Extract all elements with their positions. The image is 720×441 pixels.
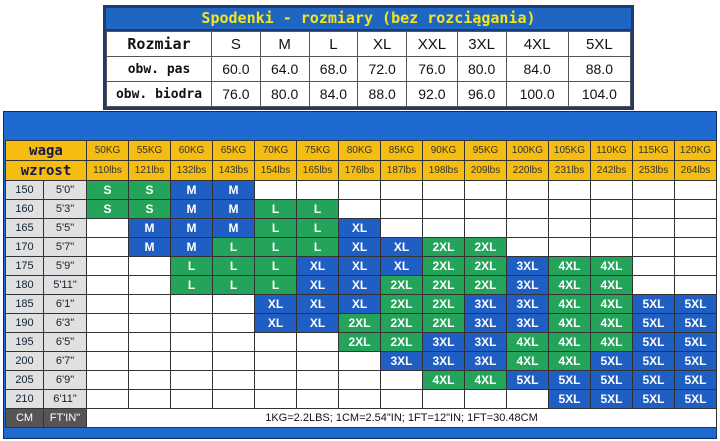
empty-cell	[675, 238, 717, 257]
empty-cell	[507, 390, 549, 409]
empty-cell	[423, 200, 465, 219]
weight-kg-cell: 70KG	[255, 141, 297, 161]
empty-cell	[129, 257, 171, 276]
size-cell: XL	[297, 295, 339, 314]
empty-cell	[213, 333, 255, 352]
empty-cell	[171, 333, 213, 352]
empty-cell	[633, 219, 675, 238]
size-cell: 4XL	[591, 257, 633, 276]
size-cell: L	[297, 238, 339, 257]
empty-cell	[171, 371, 213, 390]
empty-cell	[87, 276, 129, 295]
size-cell: 5XL	[675, 371, 717, 390]
weight-kg-cell: 105KG	[549, 141, 591, 161]
weight-lbs-row	[6, 161, 717, 181]
chart-footer-row	[6, 409, 717, 428]
size-cell: L	[255, 200, 297, 219]
size-cell: 2XL	[465, 257, 507, 276]
measurement-value: 104.0	[568, 82, 630, 107]
height-row	[6, 371, 717, 390]
height-row	[6, 257, 717, 276]
empty-cell	[87, 238, 129, 257]
size-cell: L	[213, 276, 255, 295]
empty-cell	[507, 238, 549, 257]
measurement-value: 84.0	[309, 82, 358, 107]
empty-cell	[675, 200, 717, 219]
size-cell: L	[255, 257, 297, 276]
empty-cell	[591, 181, 633, 200]
height-row	[6, 314, 717, 333]
size-cell: 3XL	[465, 295, 507, 314]
height-cm-cell: 160	[6, 200, 44, 219]
size-cell: 3XL	[381, 352, 423, 371]
size-cell: XL	[255, 295, 297, 314]
size-cell: 4XL	[549, 295, 591, 314]
size-cell: 3XL	[465, 333, 507, 352]
size-chart-panel	[3, 111, 717, 439]
size-cell: 5XL	[675, 352, 717, 371]
size-cell: L	[297, 200, 339, 219]
measurement-value: 68.0	[309, 57, 358, 82]
size-cell: 2XL	[423, 276, 465, 295]
height-ft-cell: 6'7"	[44, 352, 87, 371]
empty-cell	[297, 181, 339, 200]
size-cell: XL	[339, 276, 381, 295]
height-ft-cell: 5'0"	[44, 181, 87, 200]
weight-kg-cell: 115KG	[633, 141, 675, 161]
height-cm-cell: 185	[6, 295, 44, 314]
empty-cell	[339, 352, 381, 371]
empty-cell	[213, 314, 255, 333]
size-cell: 2XL	[465, 238, 507, 257]
measurement-label: obw. pas	[107, 57, 212, 82]
weight-lbs-cell: 165lbs	[297, 161, 339, 181]
size-cell: 5XL	[633, 371, 675, 390]
size-cell: M	[213, 200, 255, 219]
measurement-row	[107, 82, 631, 107]
empty-cell	[297, 352, 339, 371]
empty-cell	[129, 371, 171, 390]
size-cell: 2XL	[381, 276, 423, 295]
size-cell: 5XL	[549, 390, 591, 409]
size-cell: M	[171, 181, 213, 200]
size-cell: XL	[297, 257, 339, 276]
size-cell: M	[129, 238, 171, 257]
empty-cell	[129, 333, 171, 352]
size-cell: M	[213, 181, 255, 200]
size-cell: XL	[255, 314, 297, 333]
size-cell: S	[129, 200, 171, 219]
size-cell: 2XL	[423, 257, 465, 276]
empty-cell	[549, 219, 591, 238]
measurement-value: 84.0	[506, 57, 568, 82]
empty-cell	[255, 390, 297, 409]
size-cell: 4XL	[549, 257, 591, 276]
empty-cell	[675, 181, 717, 200]
height-row	[6, 238, 717, 257]
weight-height-size-chart	[5, 140, 717, 428]
size-cell: M	[171, 200, 213, 219]
size-cell: 5XL	[549, 371, 591, 390]
empty-cell	[213, 295, 255, 314]
empty-cell	[255, 181, 297, 200]
size-cell: 4XL	[549, 333, 591, 352]
measurement-value: 72.0	[358, 57, 407, 82]
size-cell: L	[297, 219, 339, 238]
size-cell: 5XL	[591, 371, 633, 390]
size-header-cell: S	[212, 32, 261, 57]
size-cell: 5XL	[675, 295, 717, 314]
size-cell: 4XL	[591, 314, 633, 333]
footer-cm-label: CM	[6, 409, 44, 428]
height-ft-cell: 6'5"	[44, 333, 87, 352]
empty-cell	[339, 181, 381, 200]
size-cell: L	[171, 257, 213, 276]
weight-kg-row	[6, 141, 717, 161]
measurement-value: 92.0	[407, 82, 458, 107]
size-cell: M	[171, 219, 213, 238]
empty-cell	[507, 200, 549, 219]
size-header-cell: XXL	[407, 32, 458, 57]
empty-cell	[87, 295, 129, 314]
empty-cell	[507, 219, 549, 238]
size-cell: L	[171, 276, 213, 295]
weight-kg-cell: 80KG	[339, 141, 381, 161]
size-cell: 2XL	[381, 314, 423, 333]
height-row	[6, 390, 717, 409]
height-ft-cell: 6'11"	[44, 390, 87, 409]
size-header-cell: XL	[358, 32, 407, 57]
size-cell: 2XL	[381, 333, 423, 352]
height-cm-cell: 190	[6, 314, 44, 333]
height-ft-cell: 5'5"	[44, 219, 87, 238]
height-cm-cell: 205	[6, 371, 44, 390]
measurement-value: 80.0	[457, 57, 506, 82]
size-cell: 2XL	[465, 276, 507, 295]
size-cell: 2XL	[381, 295, 423, 314]
size-cell: L	[255, 276, 297, 295]
empty-cell	[297, 390, 339, 409]
size-header-cell: 4XL	[506, 32, 568, 57]
empty-cell	[171, 295, 213, 314]
size-cell: 4XL	[549, 352, 591, 371]
measurement-value: 64.0	[260, 57, 309, 82]
weight-kg-cell: 120KG	[675, 141, 717, 161]
size-cell: XL	[297, 276, 339, 295]
weight-lbs-cell: 143lbs	[213, 161, 255, 181]
empty-cell	[129, 314, 171, 333]
empty-cell	[339, 390, 381, 409]
size-cell: 3XL	[507, 314, 549, 333]
size-cell: XL	[339, 295, 381, 314]
size-cell: 5XL	[675, 314, 717, 333]
size-cell: 2XL	[423, 295, 465, 314]
weight-lbs-cell: 187lbs	[381, 161, 423, 181]
height-row	[6, 200, 717, 219]
empty-cell	[633, 181, 675, 200]
height-cm-cell: 180	[6, 276, 44, 295]
measurement-value: 88.0	[358, 82, 407, 107]
empty-cell	[549, 200, 591, 219]
size-cell: M	[129, 219, 171, 238]
empty-cell	[675, 219, 717, 238]
size-cell: 4XL	[549, 276, 591, 295]
weight-kg-cell: 85KG	[381, 141, 423, 161]
empty-cell	[339, 200, 381, 219]
empty-cell	[255, 371, 297, 390]
measurement-label: obw. biodra	[107, 82, 212, 107]
height-row	[6, 276, 717, 295]
empty-cell	[171, 352, 213, 371]
size-header-cell: L	[309, 32, 358, 57]
height-ft-cell: 6'9"	[44, 371, 87, 390]
height-ft-cell: 5'3"	[44, 200, 87, 219]
measurement-value: 100.0	[506, 82, 568, 107]
empty-cell	[87, 390, 129, 409]
empty-cell	[465, 200, 507, 219]
size-cell: 4XL	[591, 295, 633, 314]
height-ft-cell: 5'9"	[44, 257, 87, 276]
measurement-value: 88.0	[568, 57, 630, 82]
size-cell: 3XL	[507, 257, 549, 276]
size-cell: XL	[339, 257, 381, 276]
size-cell: 2XL	[339, 333, 381, 352]
measurement-value: 80.0	[260, 82, 309, 107]
weight-lbs-cell: 231lbs	[549, 161, 591, 181]
measurement-value: 76.0	[212, 82, 261, 107]
height-ft-cell: 6'3"	[44, 314, 87, 333]
empty-cell	[633, 200, 675, 219]
empty-cell	[423, 390, 465, 409]
size-measurements-table	[106, 31, 631, 107]
weight-lbs-cell: 198lbs	[423, 161, 465, 181]
weight-label: waga	[6, 141, 87, 161]
empty-cell	[213, 371, 255, 390]
height-label: wzrost	[6, 161, 87, 181]
size-cell: 3XL	[507, 276, 549, 295]
empty-cell	[171, 390, 213, 409]
empty-cell	[87, 314, 129, 333]
empty-cell	[171, 314, 213, 333]
size-cell: 3XL	[507, 295, 549, 314]
height-cm-cell: 175	[6, 257, 44, 276]
height-row	[6, 333, 717, 352]
empty-cell	[549, 238, 591, 257]
size-cell: S	[87, 200, 129, 219]
size-cell: 4XL	[465, 371, 507, 390]
empty-cell	[129, 352, 171, 371]
size-cell: 5XL	[633, 352, 675, 371]
empty-cell	[381, 371, 423, 390]
size-cell: 5XL	[633, 390, 675, 409]
height-row	[6, 295, 717, 314]
size-cell: 3XL	[423, 333, 465, 352]
empty-cell	[297, 333, 339, 352]
empty-cell	[87, 219, 129, 238]
weight-lbs-cell: 176lbs	[339, 161, 381, 181]
size-cell: 5XL	[633, 333, 675, 352]
empty-cell	[675, 276, 717, 295]
empty-cell	[423, 181, 465, 200]
empty-cell	[465, 181, 507, 200]
height-cm-cell: 210	[6, 390, 44, 409]
size-cell: L	[213, 257, 255, 276]
height-row	[6, 181, 717, 200]
size-header-cell: 5XL	[568, 32, 630, 57]
empty-cell	[381, 219, 423, 238]
weight-kg-cell: 50KG	[87, 141, 129, 161]
weight-lbs-cell: 154lbs	[255, 161, 297, 181]
size-cell: M	[171, 238, 213, 257]
size-cell: 5XL	[675, 390, 717, 409]
empty-cell	[87, 333, 129, 352]
empty-cell	[129, 276, 171, 295]
empty-cell	[87, 352, 129, 371]
height-cm-cell: 165	[6, 219, 44, 238]
size-cell: 5XL	[507, 371, 549, 390]
measurement-value: 76.0	[407, 57, 458, 82]
size-cell: XL	[339, 238, 381, 257]
measurement-value: 96.0	[457, 82, 506, 107]
size-cell: XL	[339, 219, 381, 238]
height-row	[6, 219, 717, 238]
weight-kg-cell: 90KG	[423, 141, 465, 161]
weight-lbs-cell: 132lbs	[171, 161, 213, 181]
weight-lbs-cell: 220lbs	[507, 161, 549, 181]
height-ft-cell: 6'1"	[44, 295, 87, 314]
footer-ft-label: FT'IN"	[44, 409, 87, 428]
size-table-title: Spodenki - rozmiary (bez rozciągania)	[106, 8, 631, 31]
empty-cell	[591, 238, 633, 257]
empty-cell	[255, 352, 297, 371]
empty-cell	[591, 200, 633, 219]
height-cm-cell: 170	[6, 238, 44, 257]
height-ft-cell: 5'11"	[44, 276, 87, 295]
empty-cell	[423, 219, 465, 238]
height-cm-cell: 195	[6, 333, 44, 352]
empty-cell	[633, 276, 675, 295]
empty-cell	[633, 238, 675, 257]
weight-lbs-cell: 242lbs	[591, 161, 633, 181]
size-cell: 4XL	[591, 333, 633, 352]
measurement-value: 60.0	[212, 57, 261, 82]
weight-lbs-cell: 121lbs	[129, 161, 171, 181]
empty-cell	[675, 257, 717, 276]
size-cell: 2XL	[423, 238, 465, 257]
empty-cell	[465, 219, 507, 238]
weight-kg-cell: 55KG	[129, 141, 171, 161]
chart-header-bar	[4, 112, 716, 140]
empty-cell	[87, 371, 129, 390]
size-cell: 4XL	[549, 314, 591, 333]
empty-cell	[507, 181, 549, 200]
empty-cell	[213, 352, 255, 371]
size-header-row	[107, 32, 631, 57]
size-cell: 2XL	[339, 314, 381, 333]
height-row	[6, 352, 717, 371]
measurement-row	[107, 57, 631, 82]
empty-cell	[465, 390, 507, 409]
empty-cell	[129, 390, 171, 409]
size-cell: S	[129, 181, 171, 200]
empty-cell	[129, 295, 171, 314]
size-cell: S	[87, 181, 129, 200]
size-header-label: Rozmiar	[107, 32, 212, 57]
size-cell: 5XL	[591, 352, 633, 371]
empty-cell	[591, 219, 633, 238]
empty-cell	[381, 181, 423, 200]
weight-lbs-cell: 209lbs	[465, 161, 507, 181]
size-cell: L	[255, 238, 297, 257]
weight-kg-cell: 65KG	[213, 141, 255, 161]
size-cell: M	[213, 219, 255, 238]
height-cm-cell: 150	[6, 181, 44, 200]
empty-cell	[633, 257, 675, 276]
size-cell: XL	[297, 314, 339, 333]
empty-cell	[381, 200, 423, 219]
size-cell: 2XL	[423, 314, 465, 333]
weight-kg-cell: 110KG	[591, 141, 633, 161]
empty-cell	[255, 333, 297, 352]
size-cell: 4XL	[423, 371, 465, 390]
weight-lbs-cell: 110lbs	[87, 161, 129, 181]
weight-lbs-cell: 253lbs	[633, 161, 675, 181]
size-cell: 3XL	[465, 314, 507, 333]
size-cell: L	[255, 219, 297, 238]
size-cell: 4XL	[591, 276, 633, 295]
size-cell: XL	[381, 238, 423, 257]
size-cell: 5XL	[591, 390, 633, 409]
height-ft-cell: 5'7"	[44, 238, 87, 257]
empty-cell	[213, 390, 255, 409]
size-cell: 3XL	[423, 352, 465, 371]
weight-kg-cell: 60KG	[171, 141, 213, 161]
weight-kg-cell: 95KG	[465, 141, 507, 161]
conversion-note: 1KG=2.2LBS; 1CM=2.54"IN; 1FT=12"IN; 1FT=30.48CM	[87, 409, 717, 428]
empty-cell	[87, 257, 129, 276]
waist-hip-size-table	[103, 5, 634, 110]
weight-lbs-cell: 264lbs	[675, 161, 717, 181]
size-cell: 5XL	[633, 314, 675, 333]
weight-kg-cell: 100KG	[507, 141, 549, 161]
empty-cell	[549, 181, 591, 200]
size-cell: 5XL	[675, 333, 717, 352]
size-cell: 5XL	[633, 295, 675, 314]
empty-cell	[339, 371, 381, 390]
size-cell: 3XL	[465, 352, 507, 371]
size-header-cell: 3XL	[457, 32, 506, 57]
height-cm-cell: 200	[6, 352, 44, 371]
size-cell: XL	[381, 257, 423, 276]
empty-cell	[381, 390, 423, 409]
empty-cell	[297, 371, 339, 390]
size-cell: L	[213, 238, 255, 257]
weight-kg-cell: 75KG	[297, 141, 339, 161]
size-cell: 4XL	[507, 352, 549, 371]
size-cell: 4XL	[507, 333, 549, 352]
size-header-cell: M	[260, 32, 309, 57]
